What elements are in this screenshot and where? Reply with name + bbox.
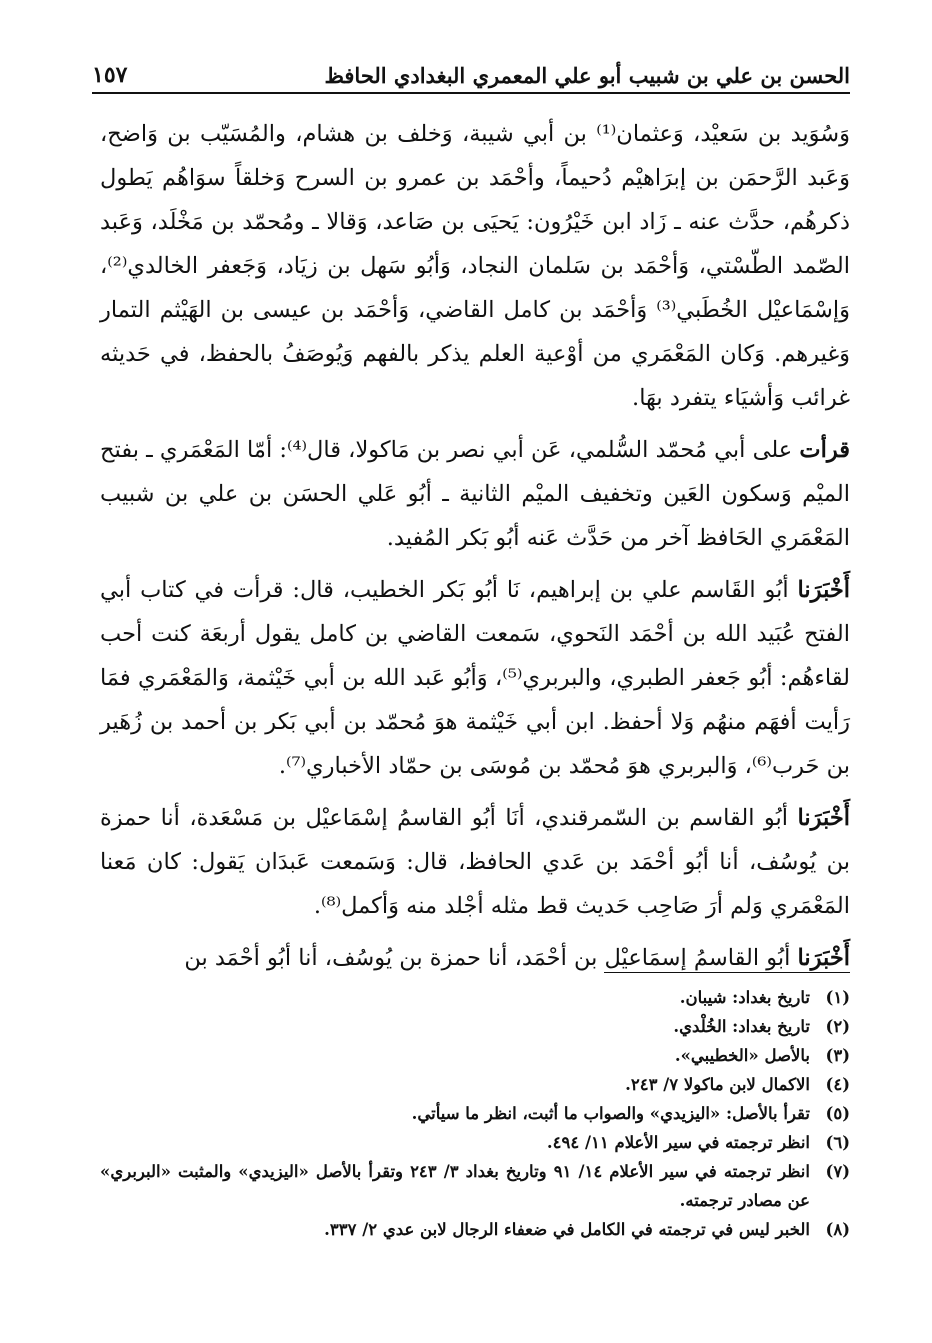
footnote-text: الاكمال لابن ماكولا ٧/ ٢٤٣. — [625, 1075, 810, 1094]
footnote — [100, 1070, 850, 1099]
footnote-number: (٢) — [825, 1017, 850, 1036]
running-title: الحسن بن علي بن شبيب أبو علي المعمري البغدادي الحافظ — [324, 63, 850, 88]
paragraph-lead: أَخْبَرَنا — [797, 805, 850, 831]
paragraph — [100, 936, 850, 980]
footnote-text: بالأصل «الخطيبي». — [674, 1046, 810, 1065]
running-header — [92, 56, 850, 94]
footnote-text: الخبر ليس في ترجمته في الكامل في ضعفاء الرجال لابن عدي ٢/ ٣٣٧. — [324, 1220, 810, 1239]
paragraph-text: أبُو القَاسم علي بن إبراهيم، نَا أبُو بَكر الخطيب، قال: قرأت في كتاب أبي الفتح عُبَيد الله بن أحْمَد النَحوي، سَمعت القاضي بن كامل يقول أربعَة كنت أحب لقاءهُم: أبُو جَعفر الطبري، والبربري⁽⁵⁾، وَأبُو عَبد الله بن أبي خَيْثمة، وَالمَعْمَري فمَا رَأيت أفهَم منهُم وَلا أحفظ. ابن أبي خَيْثمة هوَ مُحمّد بن أبي بَكر بن أحمد بن زُهَير بن حَرب⁽⁶⁾، وَالبربري هوَ مُحمّد بن مُوسَى بن حمّاد الأخباري⁽⁷⁾. — [100, 577, 850, 779]
paragraph-text: وَسُوَيد بن سَعيْد، وَعثمان⁽¹⁾ بن أبي شيبة، وَخلف بن هشام، والمُسَيّب بن وَاضح، وَعَبد الرَّحمَن بن إبرَاهيْم دُحيماً، وأحْمَد بن عمرو بن السرح وَخلقاً سوَاهُم يَطول ذكرهُم، حدَّث عنه ـ زَاد ابن خَيْرُون: يَحيَى بن صَاعد، وَقالا ـ ومُحمّد بن مَخْلَد، وَعَبد الصّمد الطّسْتي، وَأحْمَد بن سَلمان النجاد، وَأبُو سَهل بن زيَاد، وَجَعفر الخالدي⁽²⁾، وَإسْمَاعيْل الخُطَبي⁽³⁾ وَأحْمَد بن كامل القاضي، وَأحْمَد بن عيسى بن الهَيْثم التمار وَغيرهم. وَكان المَعْمَري من أوْعية العلم يذكر بالفهم وَيُوصَفُ بالحفظ، في حَديثه غرائب وَأشيَاء يتفرد بهَا. — [100, 121, 851, 411]
footnote — [100, 1099, 850, 1128]
footnote-text: تقرأ بالأصل: «اليزيدي» والصواب ما أثبت، انظر ما سيأتي. — [411, 1104, 810, 1123]
paragraph — [100, 112, 850, 420]
footnote-number: (٣) — [825, 1046, 850, 1065]
paragraph-lead: أَخْبَرَنا — [797, 945, 850, 971]
footnote — [100, 1128, 850, 1157]
paragraph-lead: أَخْبَرَنا — [797, 577, 851, 603]
footnote-text: تاريخ بغداد: الخُلْدي. — [673, 1017, 810, 1036]
footnote — [100, 983, 850, 1012]
footnote — [100, 1215, 850, 1244]
paragraph-lead: قرأت — [799, 437, 850, 463]
footnote-text: انظر ترجمته في سير الأعلام ١١/ ٤٩٤. — [546, 1133, 810, 1152]
footnote-number: (٦) — [825, 1133, 850, 1152]
paragraph-text: أبُو القاسمُ إسمَاعيْل بن أحْمَد، أنا حمزة بن يُوسُف، أنا أبُو أحْمَد بن — [184, 945, 791, 971]
page-number: ١٥٧ — [92, 62, 128, 88]
footnote-separator — [604, 972, 850, 973]
footnote-text: تاريخ بغداد: شيبان. — [679, 988, 810, 1007]
footnote-number: (٨) — [825, 1220, 850, 1239]
footnote-number: (١) — [825, 988, 850, 1007]
paragraph — [100, 796, 850, 928]
paragraph — [100, 568, 850, 788]
paragraph-text: أبُو القاسم بن السّمرقندي، أنَا أبُو القاسمُ إسْمَاعيْل بن مَسْعَدة، أنا حمزة بن يُوسُف، أنا أبُو أحْمَد بن عَدي الحافظ، قال: وَسَمعت عَبدَان يَقول: كان مَعنا المَعْمَري وَلم أرَ صَاحِب حَديث قط مثله أجْلد منه وَأكمل⁽⁸⁾. — [100, 805, 850, 919]
paragraph — [100, 428, 850, 560]
footnote-number: (٥) — [825, 1104, 850, 1123]
main-text — [100, 112, 850, 988]
footnote-number: (٤) — [825, 1075, 850, 1094]
footnotes — [100, 983, 850, 1244]
footnote — [100, 1012, 850, 1041]
paragraph-text: على أبي مُحمّد السُّلمي، عَن أبي نصر بن مَاكولا، قال⁽⁴⁾: أمّا المَعْمَري ـ بفتح الميْم وَسكون العَين وتخفيف الميْم الثانية ـ أبُو عَلي الحسَن بن علي بن شبيب المَعْمَري الحَافظ آخر من حَدَّث عَنه أبُو بَكر المُفيد. — [100, 437, 850, 551]
footnote — [100, 1157, 850, 1215]
footnote-text: انظر ترجمته في سير الأعلام ١٤/ ٩١ وتاريخ بغداد ٣/ ٢٤٣ وتقرأ بالأصل «اليزيدي» والمثبت «البربري» عن مصادر ترجمته. — [100, 1162, 810, 1210]
footnote — [100, 1041, 850, 1070]
footnote-number: (٧) — [825, 1162, 850, 1181]
